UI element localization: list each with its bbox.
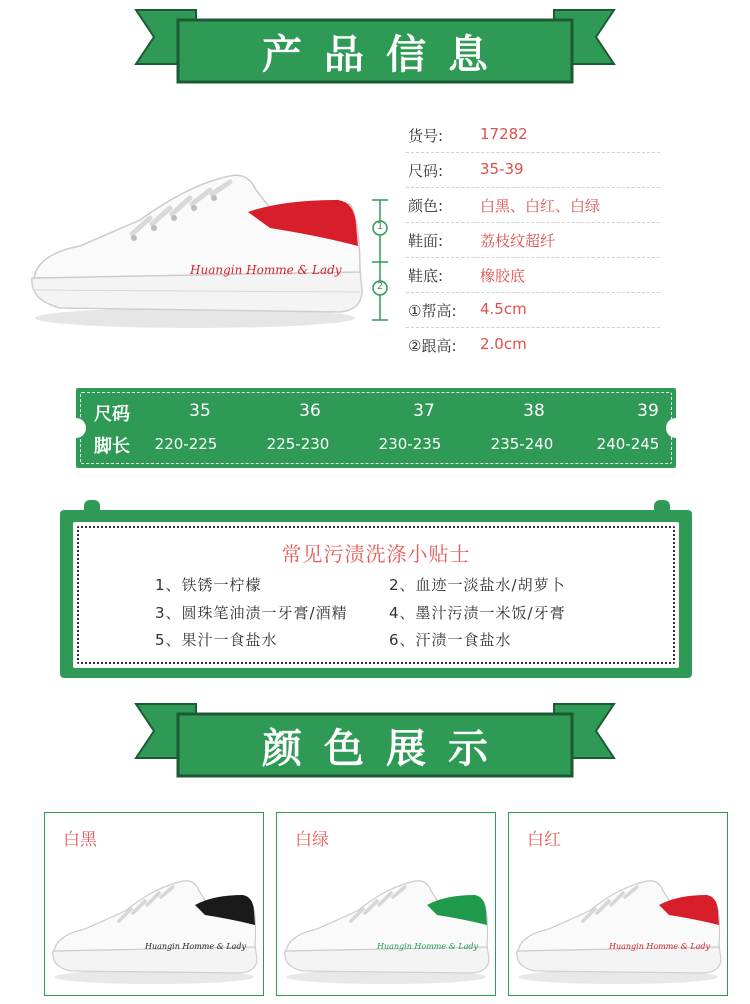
- size-row: [94, 398, 666, 426]
- spec-label: 货号:: [408, 127, 444, 145]
- color-name: 白红: [527, 830, 561, 850]
- marker-2: 2: [376, 281, 384, 292]
- spec-row: [406, 258, 660, 293]
- spec-label: 鞋底:: [408, 267, 444, 285]
- spec-value: 荔枝纹超纤: [480, 232, 556, 250]
- tip-item: 4、墨汁污渍一米饭/牙膏: [389, 604, 566, 622]
- banner-title: 颜色展示: [262, 725, 510, 772]
- spec-value: 橡胶底: [480, 267, 526, 285]
- foot-length-cell: 240-245: [596, 435, 660, 453]
- svg-text:Huangin Homme & Lady: Huangin Homme & Lady: [609, 942, 711, 951]
- spec-value: 白黑、白红、白绿: [480, 197, 601, 215]
- spec-label: ①帮高:: [408, 302, 457, 320]
- shoe-script-text: Huangin Homme & Lady: [190, 263, 342, 277]
- shoe-thumbnail: [277, 859, 495, 991]
- foot-length-cell: 225-230: [266, 435, 330, 453]
- spec-row: [406, 293, 660, 328]
- spec-row: [406, 153, 660, 188]
- spec-value: 17282: [480, 125, 528, 143]
- color-name: 白黑: [63, 830, 97, 850]
- size-chart: [76, 388, 676, 468]
- size-cell: 36: [299, 401, 321, 421]
- tip-item: 1、铁锈一柠檬: [155, 576, 262, 594]
- foot-length-row: [94, 430, 666, 458]
- foot-length-cell: 230-235: [378, 435, 442, 453]
- product-info-banner: [130, 6, 620, 96]
- foot-length-cell: 220-225: [154, 435, 218, 453]
- foot-row-label: 脚长: [94, 436, 130, 457]
- size-cell: 39: [637, 401, 659, 421]
- height-measure-guide: [366, 198, 396, 322]
- spec-label: 尺码:: [408, 162, 444, 180]
- shoe-thumbnail: [509, 859, 727, 991]
- foot-length-cell: 235-240: [490, 435, 554, 453]
- spec-row: [406, 118, 660, 153]
- color-name: 白绿: [295, 830, 329, 850]
- spec-label: 鞋面:: [408, 232, 444, 250]
- spec-label: ②跟高:: [408, 337, 457, 355]
- tips-title: 常见污渍洗涤小贴士: [281, 542, 471, 566]
- svg-text:Huangin Homme & Lady: Huangin Homme & Lady: [377, 942, 479, 951]
- spec-label: 颜色:: [408, 197, 444, 215]
- color-card-white-black[interactable]: [44, 812, 264, 996]
- spec-row: [406, 223, 660, 258]
- tips-paper: [73, 522, 679, 668]
- size-row-label: 尺码: [94, 404, 130, 425]
- shoe-thumbnail: [45, 859, 263, 991]
- spec-row: [406, 188, 660, 223]
- spec-value: 4.5cm: [480, 300, 527, 318]
- banner-title: 产品信息: [262, 31, 510, 78]
- spec-value: 35-39: [480, 160, 524, 178]
- marker-1: 1: [376, 221, 384, 232]
- tip-item: 6、汗渍一食盐水: [389, 631, 512, 649]
- spec-row: [406, 328, 660, 362]
- color-display-banner: [130, 700, 620, 790]
- ticket-notch-right: [666, 418, 686, 438]
- color-card-white-green[interactable]: [276, 812, 496, 996]
- tip-item: 3、圆珠笔油渍一牙膏/酒精: [155, 604, 348, 622]
- color-card-white-red[interactable]: [508, 812, 728, 996]
- svg-text:Huangin Homme & Lady: Huangin Homme & Lady: [145, 942, 247, 951]
- spec-value: 2.0cm: [480, 335, 527, 353]
- tip-item: 5、果汁一食盐水: [155, 631, 278, 649]
- size-cell: 38: [523, 401, 545, 421]
- size-cell: 35: [189, 401, 211, 421]
- product-shoe-image: [20, 150, 370, 340]
- size-cell: 37: [413, 401, 435, 421]
- washing-tips-box: [60, 510, 692, 678]
- ticket-notch-left: [66, 418, 86, 438]
- tip-item: 2、血迹一淡盐水/胡萝卜: [389, 576, 566, 594]
